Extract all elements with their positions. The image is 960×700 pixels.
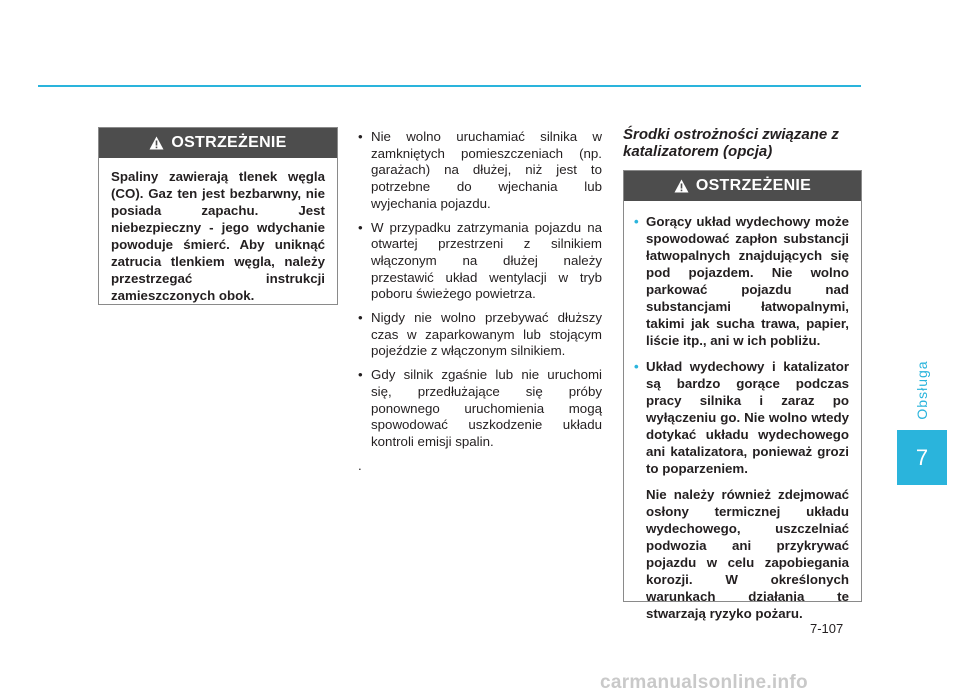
list-item (636, 213, 849, 349)
warning-text: Spaliny zawierają tlenek węgla (CO). Gaz ten jest bezbarwny, nie posiada zapachu. Jest niebezpieczny - jego wdychanie powoduje śmierć. Aby uniknąć zatrucia tlenkiem węgla, należy przestrzegać instrukcji zamieszczonych obok. (111, 169, 325, 303)
list-item-text: Gdy silnik zgaśnie lub nie uruchomi się, przedłużające się próby ponownego uruchomienia mogą spowodować uszkodzenie układu kontroli emisji spalin. (371, 367, 602, 449)
warning-box-co (98, 127, 338, 305)
list-item (357, 367, 602, 451)
list-item (357, 310, 602, 360)
exhaust-instructions-list (357, 129, 602, 474)
warning-title: OSTRZEŻENIE (171, 134, 287, 151)
chapter-tab-text: Obsługa (914, 360, 930, 420)
list-item-text: Nie wolno uruchamiać silnika w zamkniętych pomieszczeniach (np. garażach) na dłużej, niż jest to potrzebne do wjechania lub wyjechania pojazdu. (371, 129, 602, 211)
warning-triangle-icon (674, 179, 689, 193)
bullet-icon: • (634, 359, 639, 374)
list-item-text: Układ wydechowy i katalizator są bardzo gorące podczas pracy silnika i zaraz po wyłączeniu go. Nie wolno wtedy dotykać układu wydechowego ani katalizatora, ponieważ grozi to poparzeniem. (646, 359, 849, 476)
bullet-icon: • (358, 367, 363, 383)
trailing-dot: . (358, 457, 362, 473)
warning-triangle-icon (149, 136, 164, 150)
bullet-icon: • (358, 310, 363, 326)
warning-body (624, 201, 861, 622)
warning-box-catalyst (623, 170, 862, 621)
warning-header (624, 171, 861, 201)
warning-extra-text: Nie należy również zdejmować osłony termicznej układu wydechowego, uszczelniać podwozia ani przykrywać pojazdu w celu zapobiegania korozji. W określonych warunkach działania te stwarzają ryzyko pożaru. (646, 487, 849, 621)
bullet-icon: • (634, 214, 639, 229)
list-item-text: Nigdy nie wolno przebywać dłuższy czas w zaparkowanym lub stojącym pojeździe z włączonym silnikiem. (371, 310, 602, 359)
bullet-icon: • (358, 219, 363, 235)
warning-title: OSTRZEŻENIE (695, 177, 812, 194)
list-item-text: W przypadku zatrzymania pojazdu na otwartej przestrzeni z silnikiem włączonym na dłużej należy przestawić układ wentylacji w tryb poboru świeżego powietrza. (371, 219, 602, 302)
chapter-tab-number: 7 (897, 430, 947, 485)
watermark: carmanualsonline.info (600, 672, 808, 693)
section-title: Środki ostrożności związane z katalizatorem (opcja) (623, 126, 839, 160)
list-item (357, 129, 602, 213)
page-number: 7-107 (810, 621, 844, 636)
chapter-tab-label (897, 350, 947, 430)
warning-header (99, 128, 337, 158)
list-item (357, 220, 602, 304)
list-item-text: Gorący układ wydechowy może spowodować zapłon substancji łatwopalnych znajdujących się pod pojazdem. Nie wolno parkować pojazdu nad substancjami łatwopalnymi, takimi jak sucha trawa, papier, liście itp., ani w ich pobliżu. (646, 214, 849, 348)
bullet-icon: • (358, 129, 363, 144)
top-rule (38, 85, 861, 87)
list-item (636, 358, 849, 622)
